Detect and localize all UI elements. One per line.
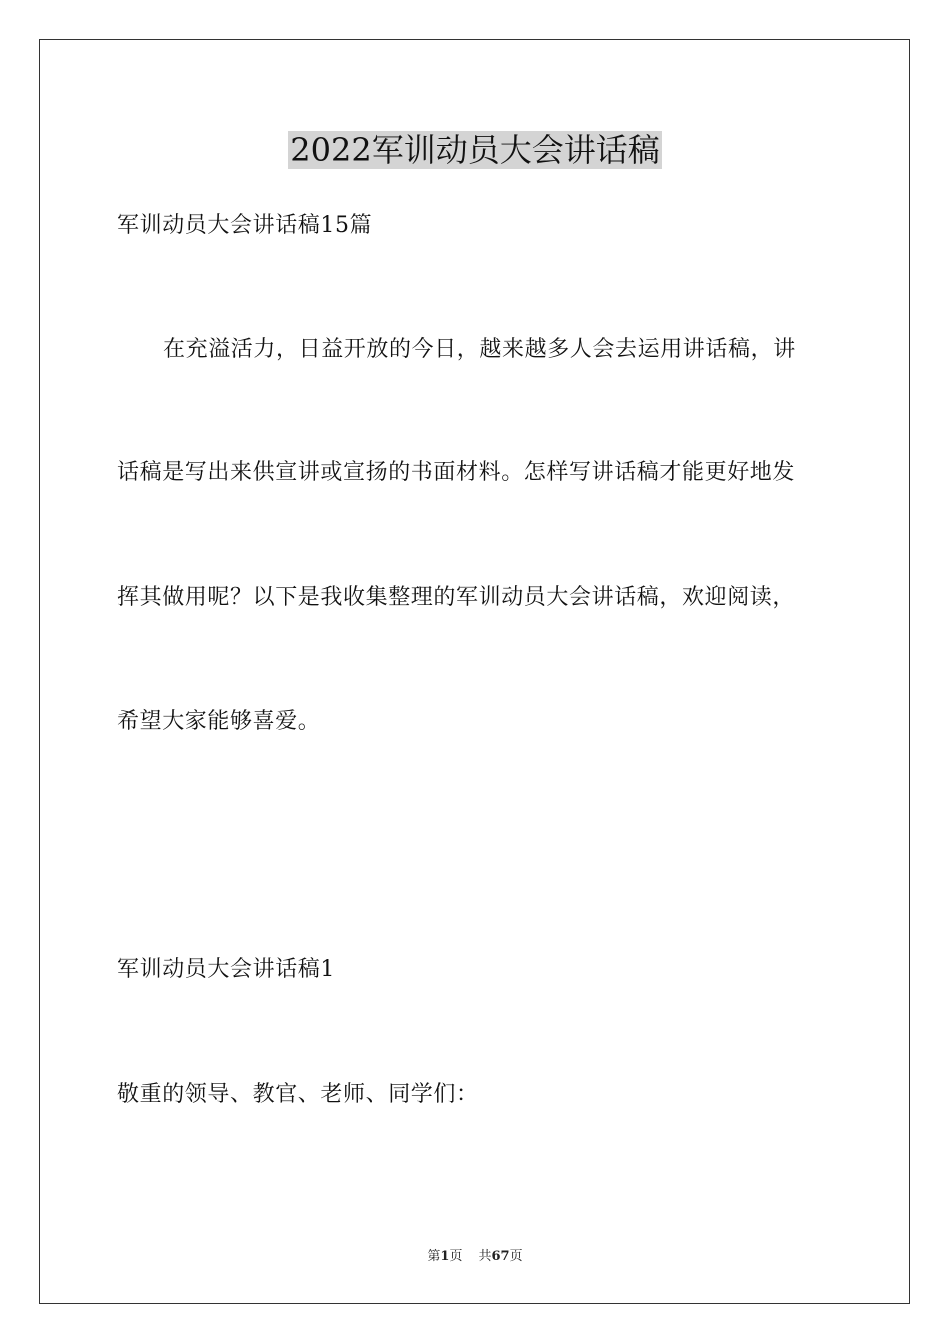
intro-line-3: 挥其做用呢？以下是我收集整理的军训动员大会讲话稿，欢迎阅读， <box>117 585 796 610</box>
document-title-text: 2022军训动员大会讲话稿 <box>290 131 660 169</box>
footer-page-suffix: 页 <box>449 1249 463 1264</box>
document-subtitle: 军训动员大会讲话稿15篇 <box>117 213 373 238</box>
intro-line-2: 话稿是写出来供宣讲或宣扬的书面材料。怎样写讲话稿才能更好地发 <box>117 460 796 485</box>
footer-page-number: 1 <box>440 1249 450 1264</box>
intro-line-4: 希望大家能够喜爱。 <box>117 709 321 734</box>
page-footer <box>0 1248 950 1266</box>
salutation: 敬重的领导、教官、老师、同学们： <box>117 1082 479 1107</box>
footer-page-prefix: 第 <box>427 1249 441 1264</box>
footer-total-prefix: 共 <box>478 1249 492 1264</box>
intro-line-1: 在充溢活力，日益开放的今日，越来越多人会去运用讲话稿，讲 <box>163 337 796 362</box>
footer-total-pages: 67 <box>491 1249 510 1264</box>
section-heading: 军训动员大会讲话稿1 <box>117 957 335 982</box>
footer-total-suffix: 页 <box>509 1249 523 1264</box>
document-title <box>0 128 950 172</box>
